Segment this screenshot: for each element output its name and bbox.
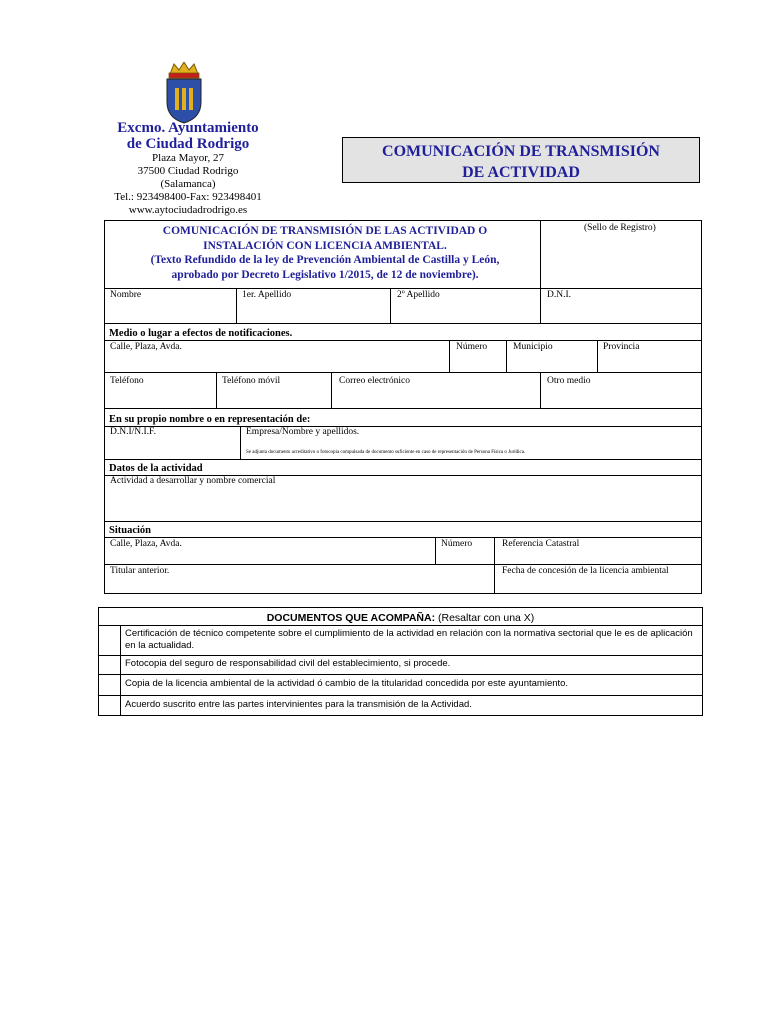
form-heading-line-3: (Texto Refundido de la ley de Prevención Ambiental de Castilla y León,	[150, 254, 500, 266]
org-name-line-2: de Ciudad Rodrigo	[126, 136, 250, 152]
address-province: (Salamanca)	[160, 178, 216, 190]
form-heading-line-2: INSTALACIÓN CON LICENCIA AMBIENTAL.	[203, 239, 447, 252]
address-street: Plaza Mayor, 27	[152, 152, 224, 164]
org-name	[108, 120, 268, 152]
field-calle[interactable]: Calle, Plaza, Avda.	[110, 342, 182, 352]
address-web: www.aytociudadrodrigo.es	[128, 204, 248, 216]
field-titular-anterior[interactable]: Titular anterior.	[110, 566, 170, 576]
documents-title-rest: (Resaltar con una X)	[435, 612, 535, 624]
field-referencia-catastral[interactable]: Referencia Catastral	[502, 539, 580, 549]
form-heading-line-4: aprobado por Decreto Legislativo 1/2015, de 12 de noviembre).	[171, 268, 479, 281]
document-item-text: Copia de la licencia ambiental de la actividad ó cambio de la titularidad concedida por este ayuntamiento.	[125, 678, 569, 689]
representation-note: Se adjunta documento acreditativo o fotocopia compulsada de documento suficiente en caso de representación de Persona Física o Jurídica.	[246, 450, 526, 455]
field-telefono[interactable]: Teléfono	[110, 376, 144, 386]
field-apellido-1[interactable]: 1er. Apellido	[242, 290, 292, 300]
form-heading	[110, 224, 540, 282]
field-situacion-calle[interactable]: Calle, Plaza, Avda.	[110, 539, 182, 549]
field-municipio[interactable]: Municipio	[513, 342, 553, 352]
org-name-line-1: Excmo. Ayuntamiento	[117, 120, 259, 136]
document-title-line-2: DE ACTIVIDAD	[462, 164, 580, 181]
field-nombre[interactable]: Nombre	[110, 290, 142, 300]
city-crest-logo	[160, 62, 208, 124]
document-item-text: Acuerdo suscrito entre las partes intervinientes para la transmisión de la Actividad.	[125, 699, 472, 710]
org-address	[108, 152, 268, 217]
documents-title-bold: DOCUMENTOS QUE ACOMPAÑA:	[266, 612, 436, 624]
address-city: 37500 Ciudad Rodrigo	[137, 165, 239, 177]
form-heading-line-1: COMUNICACIÓN DE TRANSMISIÓN DE LAS ACTIVIDAD O	[162, 225, 488, 237]
field-empresa[interactable]: Empresa/Nombre y apellidos.	[246, 427, 360, 437]
section-actividad: Datos de la actividad	[109, 463, 203, 474]
field-provincia[interactable]: Provincia	[603, 342, 640, 352]
section-representacion: En su propio nombre o en representación de:	[109, 414, 311, 425]
address-phone: Tel.: 923498400-Fax: 923498401	[114, 191, 262, 203]
document-title-line-1: COMUNICACIÓN DE TRANSMISIÓN	[382, 143, 660, 160]
field-otro-medio[interactable]: Otro medio	[547, 376, 591, 386]
section-situacion: Situación	[109, 525, 152, 536]
section-notificaciones: Medio o lugar a efectos de notificaciones.	[109, 328, 293, 339]
field-correo[interactable]: Correo electrónico	[339, 376, 410, 386]
document-row[interactable]	[99, 655, 702, 674]
stamp-label: (Sello de Registro)	[584, 223, 656, 233]
document-row[interactable]	[99, 695, 702, 717]
field-actividad[interactable]: Actividad a desarrollar y nombre comercial	[110, 476, 276, 486]
documents-table	[98, 607, 703, 716]
field-situacion-numero[interactable]: Número	[441, 539, 473, 549]
field-numero[interactable]: Número	[456, 342, 488, 352]
stamp-divider	[540, 220, 541, 288]
document-title-box	[342, 137, 700, 183]
document-row[interactable]	[99, 674, 702, 695]
field-telefono-movil[interactable]: Teléfono móvil	[222, 376, 281, 386]
field-fecha-concesion[interactable]: Fecha de concesión de la licencia ambiental	[502, 566, 669, 576]
document-item-text: Fotocopia del seguro de responsabilidad civil del establecimiento, si procede.	[125, 658, 451, 669]
document-item-text: Certificación de técnico competente sobre el cumplimiento de la actividad en relación con la normativa sectorial que le es de aplicación en la actualidad.	[125, 628, 693, 651]
documents-title	[99, 612, 702, 624]
field-dni[interactable]: D.N.I.	[547, 290, 572, 300]
field-dni-nif[interactable]: D.N.I/N.I.F.	[110, 427, 156, 437]
field-apellido-2[interactable]: 2º Apellido	[397, 290, 440, 300]
